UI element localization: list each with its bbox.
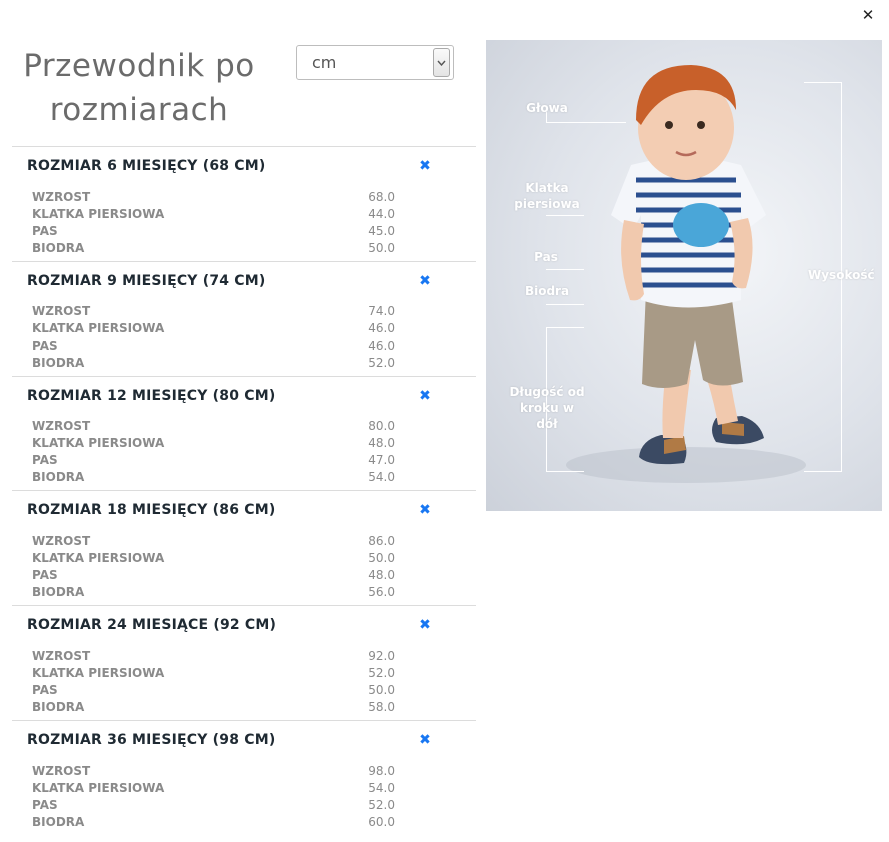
label-chest: Klatka piersiowa	[514, 181, 580, 211]
measurement-row	[32, 779, 395, 796]
measurement-label: WZROST	[32, 763, 91, 778]
measurement-row	[32, 188, 395, 205]
measurement-label: WZROST	[32, 189, 91, 204]
measurement-row	[32, 664, 395, 681]
chest-guide	[546, 215, 584, 216]
size-title: ROZMIAR 18 MIESIĘCY (86 CM)	[27, 502, 276, 519]
measurement-row	[32, 418, 395, 435]
measurement-label: KLATKA PIERSIOWA	[32, 436, 165, 451]
measurement-label: KLATKA PIERSIOWA	[32, 780, 165, 795]
measurement-label: BIODRA	[32, 355, 85, 370]
measurement-value: 58.0	[368, 700, 395, 715]
waist-guide	[546, 269, 584, 270]
remove-size-button[interactable]	[418, 618, 432, 632]
size-block	[12, 376, 476, 491]
measurement-label: BIODRA	[32, 814, 85, 829]
measurement-value: 48.0	[368, 436, 395, 451]
remove-size-button[interactable]	[418, 389, 432, 403]
size-block	[12, 261, 476, 376]
measurement-label: PAS	[32, 453, 58, 468]
size-block	[12, 490, 476, 605]
size-block	[12, 605, 476, 720]
measurement-label: KLATKA PIERSIOWA	[32, 321, 165, 336]
measurement-value: 56.0	[368, 585, 395, 600]
measurement-list	[32, 418, 395, 486]
measurement-value: 50.0	[368, 240, 395, 255]
measurement-value: 54.0	[368, 470, 395, 485]
close-icon: ✖	[419, 272, 431, 289]
measurement-row	[32, 813, 395, 830]
measurement-value: 48.0	[368, 568, 395, 583]
measurement-row	[32, 222, 395, 239]
hips-guide	[546, 304, 584, 305]
measurement-row	[32, 796, 395, 813]
label-waist: Pas	[534, 250, 558, 264]
measurement-value: 50.0	[368, 551, 395, 566]
size-title: ROZMIAR 24 MIESIĄCE (92 CM)	[27, 617, 277, 634]
measurement-row	[32, 435, 395, 452]
size-title: ROZMIAR 6 MIESIĘCY (68 CM)	[27, 158, 266, 174]
measurement-label: KLATKA PIERSIOWA	[32, 665, 165, 680]
measurement-row	[32, 303, 395, 320]
close-icon: ✕	[861, 6, 875, 24]
measurement-list	[32, 188, 395, 256]
close-icon: ✖	[419, 387, 431, 404]
measurement-label: BIODRA	[32, 700, 85, 715]
measurement-label: BIODRA	[32, 240, 85, 255]
label-height: Wysokość	[808, 268, 875, 282]
close-button[interactable]	[858, 5, 878, 25]
measurement-row	[32, 681, 395, 698]
label-hips: Biodra	[524, 284, 570, 298]
measurement-row	[32, 762, 395, 779]
measurement-row	[32, 647, 395, 664]
measurement-value: 50.0	[368, 682, 395, 697]
measurement-label: WZROST	[32, 648, 91, 663]
close-icon: ✖	[419, 158, 431, 174]
size-title: ROZMIAR 36 MIESIĘCY (98 CM)	[27, 731, 276, 748]
measurement-row	[32, 452, 395, 469]
measurement-list	[32, 532, 395, 600]
measurement-label: KLATKA PIERSIOWA	[32, 206, 165, 221]
page-title: Przewodnik po rozmiarach	[23, 48, 255, 128]
remove-size-button[interactable]	[418, 274, 432, 288]
measurement-value: 74.0	[368, 304, 395, 319]
measurement-label: PAS	[32, 797, 58, 812]
measurement-value: 52.0	[368, 797, 395, 812]
label-inseam: Długość od kroku w dół	[509, 385, 585, 431]
measurement-value: 46.0	[368, 338, 395, 353]
size-list	[12, 146, 476, 835]
measurement-value: 86.0	[368, 533, 395, 548]
measurement-label: KLATKA PIERSIOWA	[32, 551, 165, 566]
measurement-row	[32, 320, 395, 337]
measurement-row	[32, 239, 395, 256]
measurement-list	[32, 647, 395, 715]
close-icon: ✖	[419, 731, 431, 748]
measurement-value: 44.0	[368, 206, 395, 221]
measurement-row	[32, 469, 395, 486]
chevron-down-icon	[433, 48, 450, 77]
measurement-row	[32, 532, 395, 549]
close-icon: ✖	[419, 502, 431, 519]
close-icon: ✖	[419, 617, 431, 634]
measurement-label: WZROST	[32, 304, 91, 319]
measurement-row	[32, 337, 395, 354]
size-block	[12, 146, 476, 261]
measurement-list	[32, 762, 395, 830]
label-head: Głowa	[526, 101, 568, 115]
measurement-value: 47.0	[368, 453, 395, 468]
unit-select[interactable]	[296, 45, 454, 80]
size-block	[12, 720, 476, 835]
size-title: ROZMIAR 12 MIESIĘCY (80 CM)	[27, 387, 276, 404]
measurement-row	[32, 549, 395, 566]
measurement-label: PAS	[32, 338, 58, 353]
measurement-label: PAS	[32, 568, 58, 583]
measurement-label: BIODRA	[32, 585, 85, 600]
size-title: ROZMIAR 9 MIESIĘCY (74 CM)	[27, 272, 266, 289]
measurement-value: 68.0	[368, 189, 395, 204]
measurement-list	[32, 303, 395, 371]
measurement-label: WZROST	[32, 533, 91, 548]
head-guide	[546, 122, 626, 123]
measurement-label: PAS	[32, 682, 58, 697]
remove-size-button[interactable]	[418, 159, 432, 173]
size-guide-photo	[486, 40, 882, 511]
measurement-row	[32, 205, 395, 222]
remove-size-button[interactable]	[418, 503, 432, 517]
unit-select-value: cm	[312, 53, 337, 72]
measurement-label: WZROST	[32, 419, 91, 434]
measurement-value: 46.0	[368, 321, 395, 336]
measurement-row	[32, 698, 395, 715]
measurement-value: 54.0	[368, 780, 395, 795]
measurement-row	[32, 567, 395, 584]
measurement-value: 98.0	[368, 763, 395, 778]
measurement-value: 60.0	[368, 814, 395, 829]
measurement-row	[32, 584, 395, 601]
measurement-label: PAS	[32, 223, 58, 238]
measurement-row	[32, 354, 395, 371]
remove-size-button[interactable]	[418, 733, 432, 747]
measurement-label: BIODRA	[32, 470, 85, 485]
measurement-value: 92.0	[368, 648, 395, 663]
measurement-value: 52.0	[368, 665, 395, 680]
measurement-value: 80.0	[368, 419, 395, 434]
measurement-value: 52.0	[368, 355, 395, 370]
measurement-value: 45.0	[368, 223, 395, 238]
